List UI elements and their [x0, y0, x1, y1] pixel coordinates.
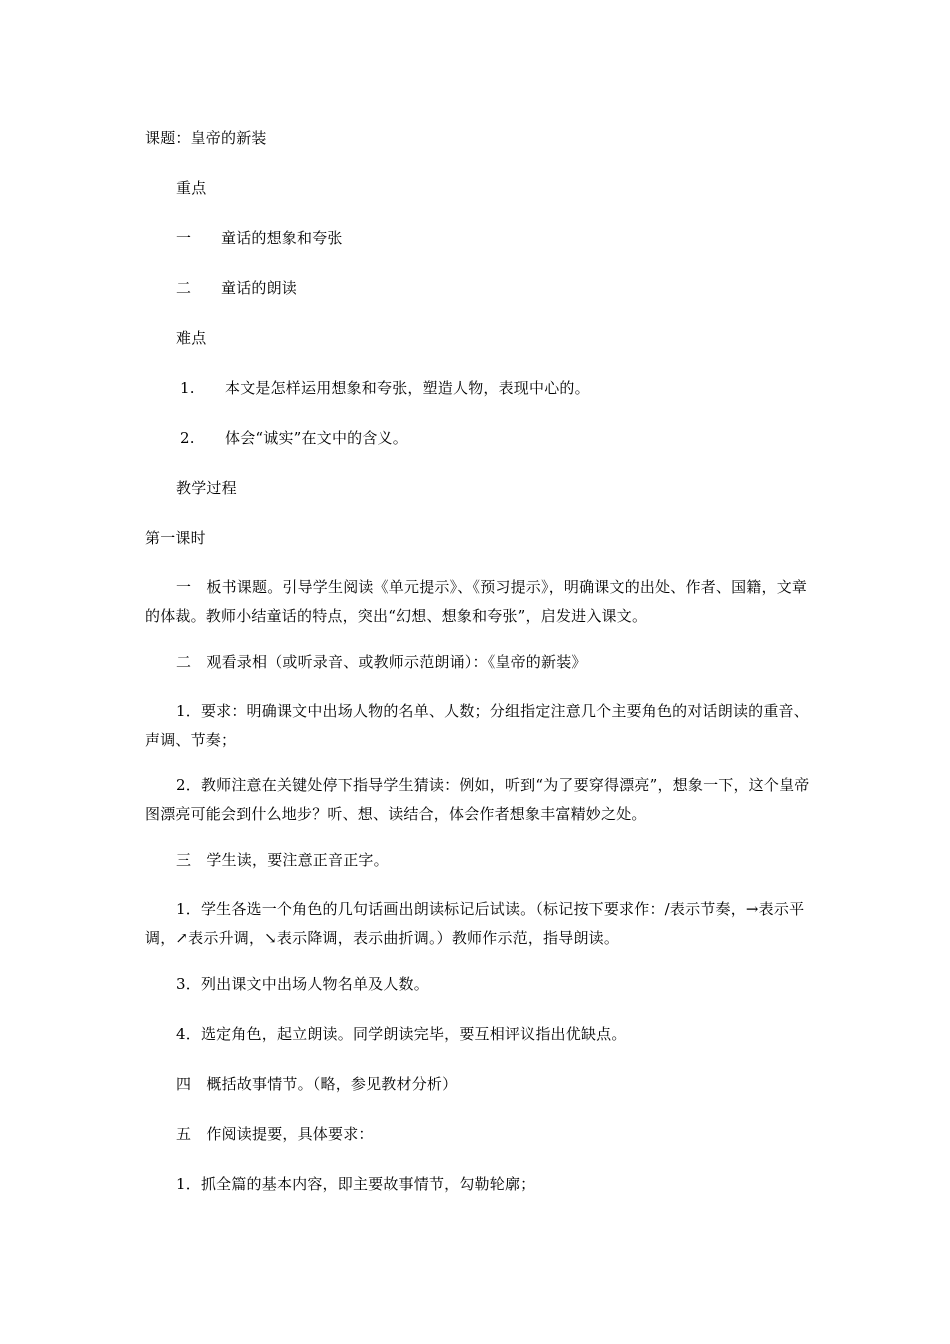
key-points-heading: 重点: [176, 179, 207, 197]
difficulties-heading: 难点: [176, 329, 207, 347]
key-point-text: 童话的想象和夸张: [221, 229, 343, 247]
document-title: 课题：皇帝的新装: [145, 129, 267, 147]
difficulty-number: 2.: [180, 429, 195, 447]
difficulty-text: 本文是怎样运用想象和夸张，塑造人物，表现中心的。: [225, 379, 590, 397]
paragraph: 1．抓全篇的基本内容，即主要故事情节，勾勒轮廓；: [176, 1175, 536, 1193]
difficulty-item: [180, 378, 590, 398]
key-point-text: 童话的朗读: [221, 279, 298, 297]
difficulty-text: 体会“诚实”在文中的含义。: [225, 429, 408, 447]
key-point-number: 一: [176, 229, 192, 247]
paragraph: 3．列出课文中出场人物名单及人数。: [176, 975, 429, 993]
paragraph: 五 作阅读提要，具体要求：: [176, 1125, 374, 1143]
paragraph: 4．选定角色，起立朗读。同学朗读完毕，要互相评议指出优缺点。: [176, 1025, 627, 1043]
paragraph: 三 学生读，要注意正音正字。: [176, 851, 389, 869]
lesson-heading: 第一课时: [145, 529, 206, 547]
paragraph: 1．学生各选一个角色的几句话画出朗读标记后试读。（标记按下要求作：/表示节奏，→表示平调，↗表示升调，↘表示降调，表示曲折调。）教师作示范，指导朗读。: [145, 900, 805, 947]
process-heading: 教学过程: [176, 479, 237, 497]
difficulty-item: [180, 428, 408, 448]
paragraph: 一 板书课题。引导学生阅读《单元提示》、《预习提示》，明确课文的出处、作者、国籍，文章的体裁。教师小结童话的特点，突出“幻想、想象和夸张”，启发进入课文。: [145, 578, 808, 625]
paragraph: 二 观看录相（或听录音、或教师示范朗诵）：《皇帝的新装》: [176, 653, 587, 671]
key-point-number: 二: [176, 279, 192, 297]
paragraph: 1．要求：明确课文中出场人物的名单、人数；分组指定注意几个主要角色的对话朗读的重音、声调、节奏；: [145, 702, 809, 749]
key-point-item: [176, 228, 343, 248]
key-point-item: [176, 278, 297, 298]
difficulty-number: 1.: [180, 379, 195, 397]
paragraph: 2．教师注意在关键处停下指导学生猜读：例如，听到“为了要穿得漂亮”，想象一下，这个皇帝图漂亮可能会到什么地步？听、想、读结合，体会作者想象丰富精妙之处。: [145, 776, 810, 823]
paragraph: 四 概括故事情节。（略，参见教材分析）: [176, 1075, 458, 1093]
